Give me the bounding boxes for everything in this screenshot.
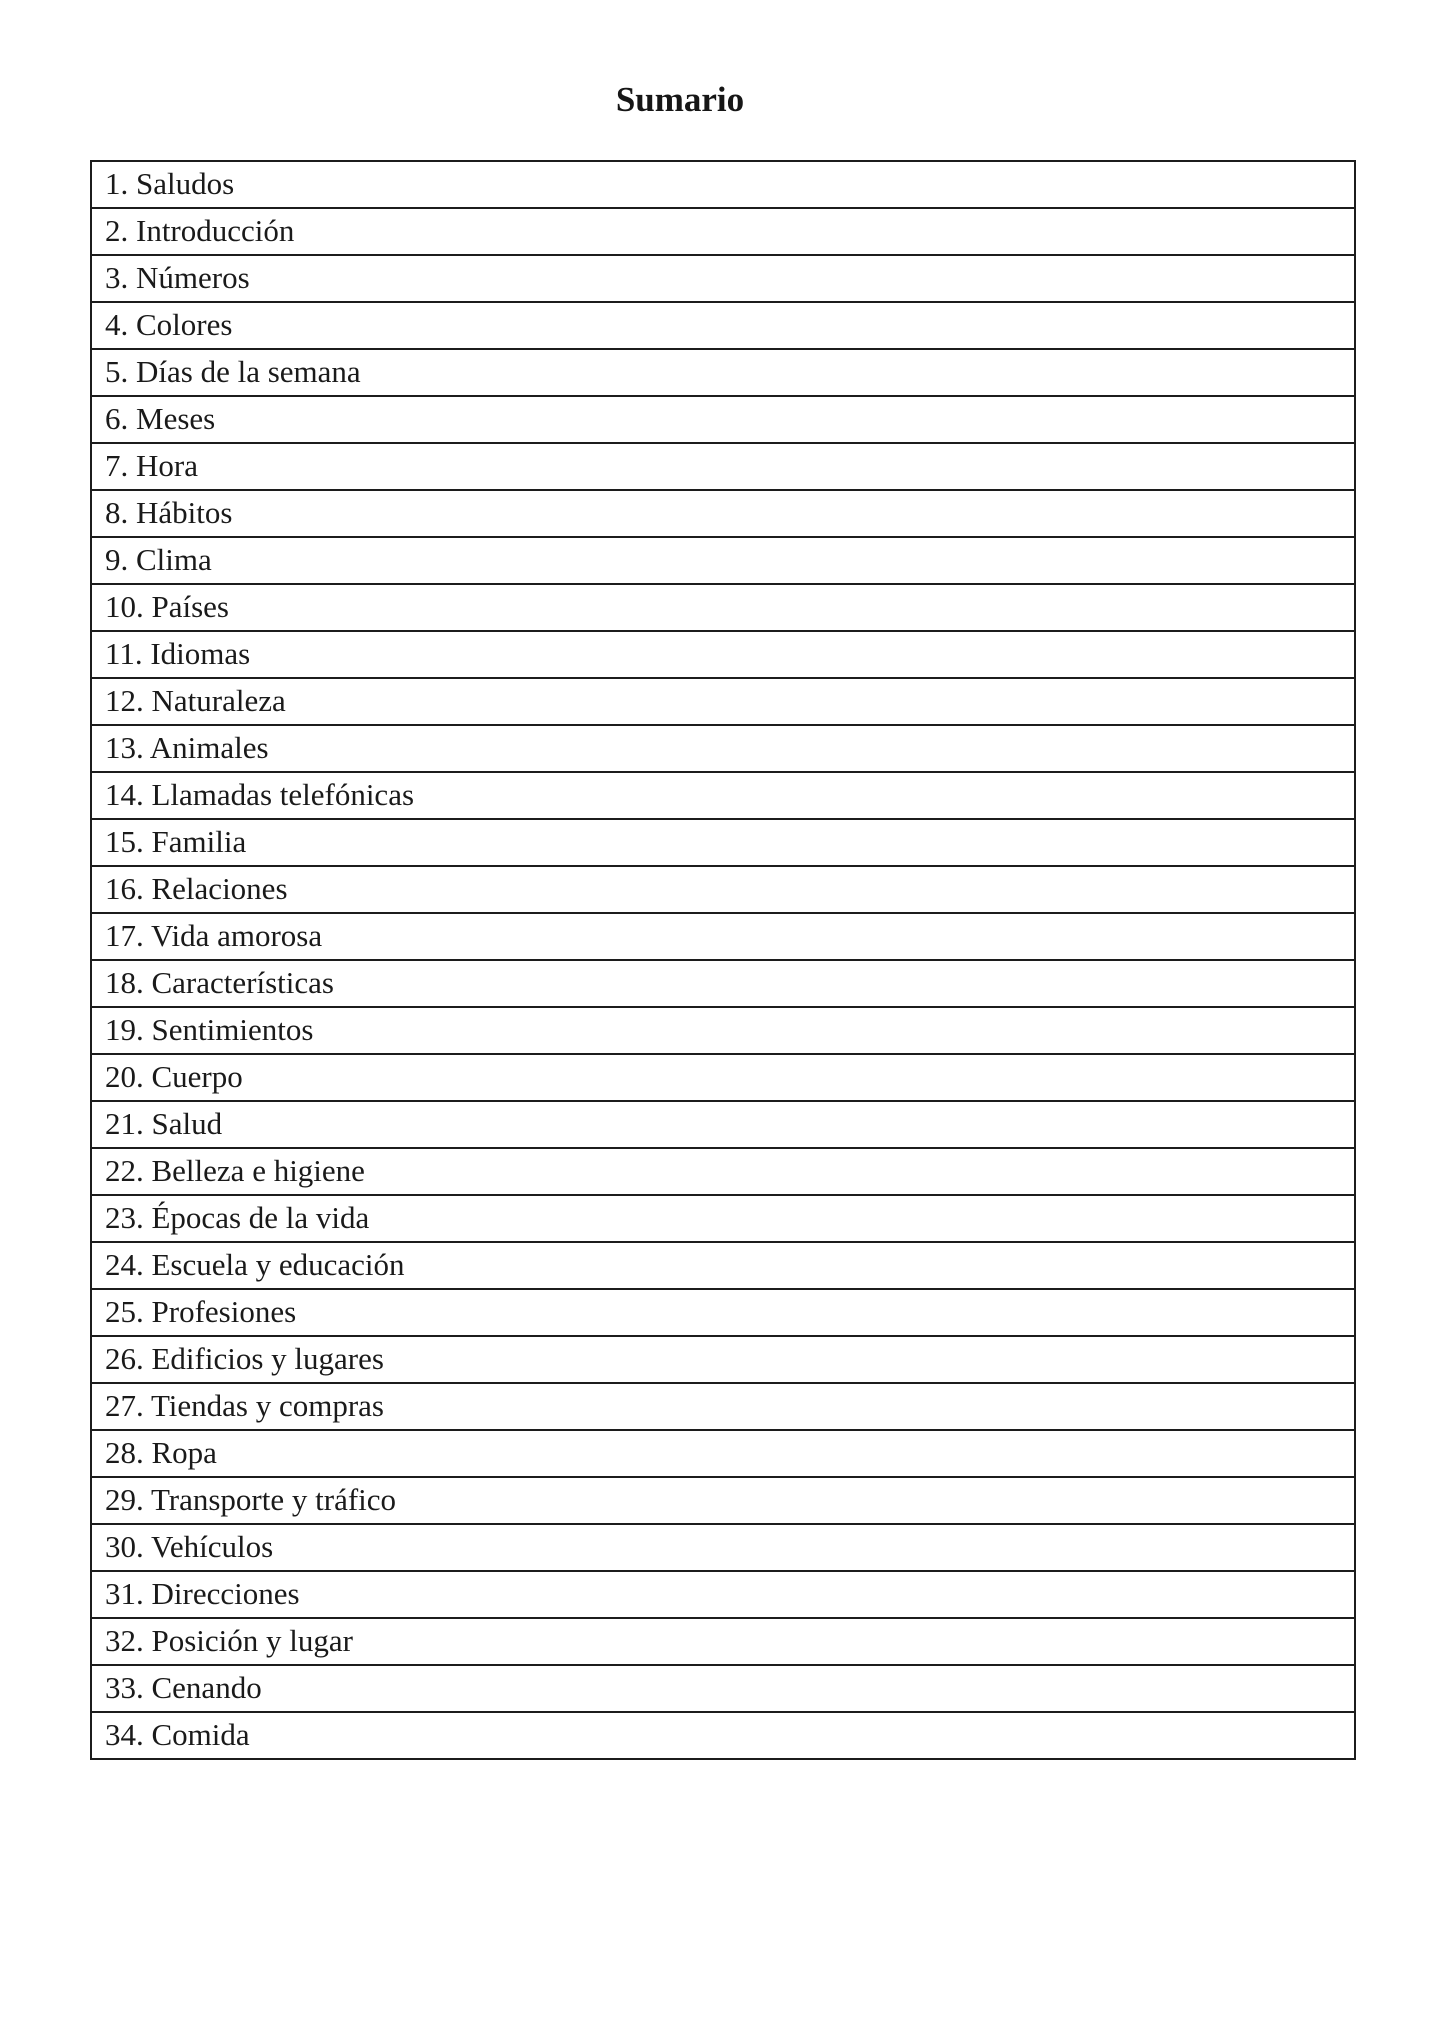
table-row [91,443,1355,490]
table-row [91,584,1355,631]
table-row [91,255,1355,302]
toc-entry: 10. Países [91,584,1355,631]
page-title: Sumario [615,80,745,119]
toc-entry: 21. Salud [91,1101,1355,1148]
table-row [91,1336,1355,1383]
table-row [91,208,1355,255]
toc-entry: 13. Animales [91,725,1355,772]
table-row [91,960,1355,1007]
table-row [91,631,1355,678]
table-row [91,1571,1355,1618]
table-row [91,1242,1355,1289]
toc-entry: 18. Características [91,960,1355,1007]
table-row [91,490,1355,537]
toc-entry: 15. Familia [91,819,1355,866]
toc-entry: 26. Edificios y lugares [91,1336,1355,1383]
toc-entry: 27. Tiendas y compras [91,1383,1355,1430]
table-row [91,1524,1355,1571]
table-row [91,1101,1355,1148]
toc-entry: 31. Direcciones [91,1571,1355,1618]
table-row [91,1148,1355,1195]
toc-entry: 5. Días de la semana [91,349,1355,396]
table-row [91,396,1355,443]
table-row [91,1430,1355,1477]
toc-entry: 23. Épocas de la vida [91,1195,1355,1242]
toc-entry: 30. Vehículos [91,1524,1355,1571]
table-row [91,819,1355,866]
toc-entry: 3. Números [91,255,1355,302]
table-row [91,302,1355,349]
toc-entry: 6. Meses [91,396,1355,443]
table-row [91,537,1355,584]
toc-entry: 16. Relaciones [91,866,1355,913]
toc-entry: 1. Saludos [91,161,1355,208]
toc-entry: 11. Idiomas [91,631,1355,678]
toc-entry: 29. Transporte y tráfico [91,1477,1355,1524]
toc-entry: 20. Cuerpo [91,1054,1355,1101]
toc-entry: 33. Cenando [91,1665,1355,1712]
table-row [91,161,1355,208]
toc-entry: 32. Posición y lugar [91,1618,1355,1665]
toc-entry: 4. Colores [91,302,1355,349]
toc-entry: 22. Belleza e higiene [91,1148,1355,1195]
table-row [91,1289,1355,1336]
toc-entry: 17. Vida amorosa [91,913,1355,960]
toc-entry: 25. Profesiones [91,1289,1355,1336]
table-row [91,1712,1355,1759]
toc-entry: 34. Comida [91,1712,1355,1759]
table-row [91,772,1355,819]
toc-entry: 2. Introducción [91,208,1355,255]
toc-entry: 24. Escuela y educación [91,1242,1355,1289]
toc-entry: 7. Hora [91,443,1355,490]
table-row [91,1618,1355,1665]
table-row [91,725,1355,772]
toc-entry: 12. Naturaleza [91,678,1355,725]
toc-entry: 19. Sentimientos [91,1007,1355,1054]
toc-entry: 28. Ropa [91,1430,1355,1477]
table-row [91,1054,1355,1101]
toc-table-body [91,161,1355,1759]
toc-table [90,160,1356,1760]
toc-entry: 8. Hábitos [91,490,1355,537]
table-row [91,1383,1355,1430]
table-row [91,1477,1355,1524]
table-row [91,1195,1355,1242]
table-row [91,1665,1355,1712]
table-row [91,678,1355,725]
table-row [91,913,1355,960]
toc-entry: 9. Clima [91,537,1355,584]
table-row [91,1007,1355,1054]
toc-entry: 14. Llamadas telefónicas [91,772,1355,819]
table-row [91,349,1355,396]
table-row [91,866,1355,913]
